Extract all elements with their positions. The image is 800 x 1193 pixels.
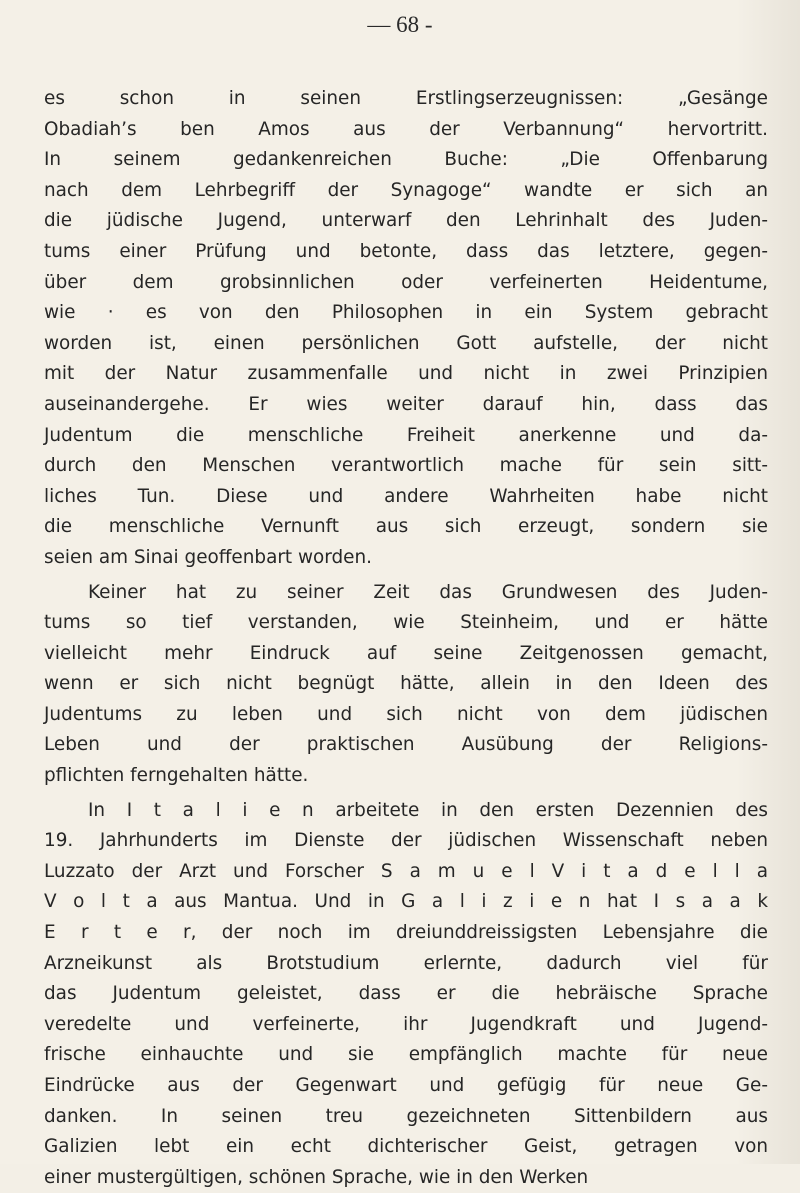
text-line: liches Tun. Diese und andere Wahrheiten habe nicht xyxy=(44,485,768,507)
text-line: die menschliche Vernunft aus sich erzeugt, sondern sie xyxy=(44,516,768,538)
text-line: tums so tief verstanden, wie Steinheim, und er hätte xyxy=(44,612,768,634)
text-line: seien am Sinai geoffenbart worden. xyxy=(44,546,372,568)
body-text xyxy=(44,84,768,1193)
text-line: Keiner hat zu seiner Zeit das Grundwesen des Juden- xyxy=(88,581,768,603)
text-line: auseinandergehe. Er wies weiter darauf hin, dass das xyxy=(44,393,768,415)
text-line: es schon in seinen Erstlingserzeugnissen: „Gesänge xyxy=(44,88,768,109)
text-line: danken. In seinen treu gezeichneten Sittenbildern aus xyxy=(44,1105,768,1127)
text-line: Judentum die menschliche Freiheit anerkenne und da- xyxy=(44,424,768,446)
text-line: Galizien lebt ein echt dichterischer Geist, getragen von xyxy=(44,1136,768,1158)
text-line: In I t a l i e n arbeitete in den ersten Dezennien des xyxy=(88,799,768,821)
text-line: worden ist, einen persönlichen Gott aufstelle, der nicht xyxy=(44,332,768,354)
text-line: 19. Jahrhunderts im Dienste der jüdischen Wissenschaft neben xyxy=(44,830,768,852)
text-line: nach dem Lehrbegriff der Synagoge“ wandte er sich an xyxy=(44,179,768,201)
paragraph xyxy=(44,84,768,574)
text-line: pflichten ferngehalten hätte. xyxy=(44,765,309,787)
text-line: einer mustergültigen, schönen Sprache, wie in den Werken xyxy=(44,1166,589,1188)
text-line: V o l t a aus Mantua. Und in G a l i z i e n hat I s a a k xyxy=(44,891,768,913)
text-line: vielleicht mehr Eindruck auf seine Zeitgenossen gemacht, xyxy=(44,642,768,664)
text-line: mit der Natur zusammenfalle und nicht in zwei Prinzipien xyxy=(44,363,768,385)
text-line: In seinem gedankenreichen Buche: „Die Offenbarung xyxy=(44,149,768,171)
text-line: Obadiah’s ben Amos aus der Verbannung“ hervortritt. xyxy=(44,118,768,140)
text-line: wie · es von den Philosophen in ein System gebracht xyxy=(44,302,768,324)
text-line: die jüdische Jugend, unterwarf den Lehrinhalt des Juden- xyxy=(44,210,768,232)
paragraph xyxy=(44,796,768,1193)
text-line: frische einhauchte und sie empfänglich machte für neue xyxy=(44,1044,768,1066)
text-line: über dem grobsinnlichen oder verfeinerten Heidentume, xyxy=(44,271,768,293)
text-line: durch den Menschen verantwortlich mache für sein sitt- xyxy=(44,455,768,477)
text-line: Leben und der praktischen Ausübung der Religions- xyxy=(44,734,768,756)
text-line: veredelte und verfeinerte, ihr Jugendkraft und Jugend- xyxy=(44,1013,768,1035)
paragraph xyxy=(44,578,768,792)
text-line: wenn er sich nicht begnügt hätte, allein in den Ideen des xyxy=(44,673,768,695)
text-line: tums einer Prüfung und betonte, dass das letztere, gegen- xyxy=(44,240,768,262)
text-line: Judentums zu leben und sich nicht von dem jüdischen xyxy=(44,703,768,725)
text-line: Eindrücke aus der Gegenwart und gefügig für neue Ge- xyxy=(44,1075,768,1096)
text-line: Luzzato der Arzt und Forscher S a m u e l V i t a d e l l a xyxy=(44,860,768,882)
text-line: das Judentum geleistet, dass er die hebräische Sprache xyxy=(44,983,768,1005)
text-line: E r t e r, der noch im dreiunddreissigsten Lebensjahre die xyxy=(44,922,768,944)
text-line: Arzneikunst als Brotstudium erlernte, dadurch viel für xyxy=(44,952,768,974)
page-number: — 68 - xyxy=(367,12,433,37)
